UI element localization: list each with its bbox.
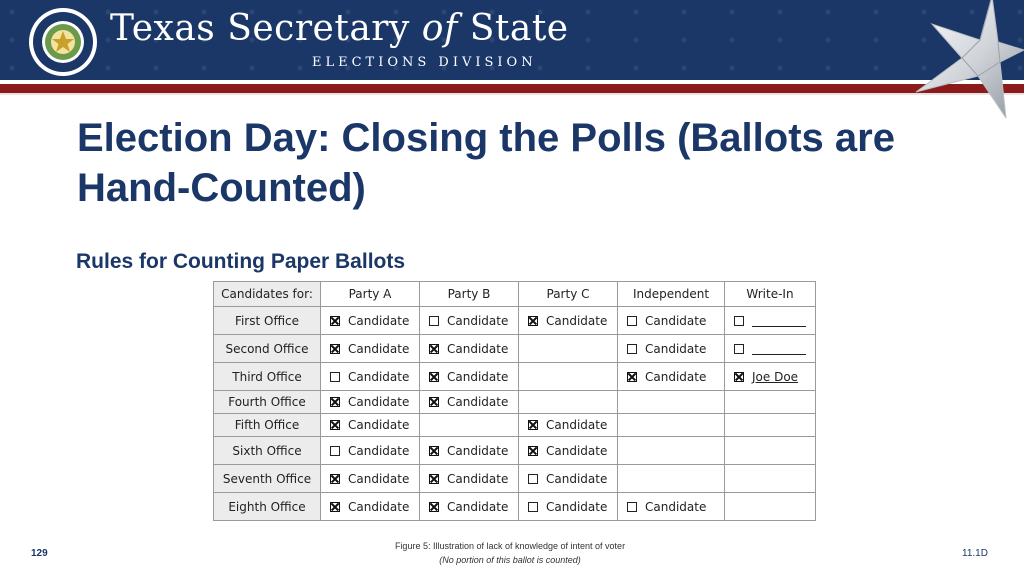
marked-checkbox-icon xyxy=(330,344,340,354)
org-title-part1: Texas Secretary xyxy=(110,8,410,49)
candidate-label: Candidate xyxy=(447,443,509,458)
ballot-cell xyxy=(420,335,519,363)
empty-checkbox-icon xyxy=(734,344,744,354)
office-name: Third Office xyxy=(214,363,321,391)
ballot-cell xyxy=(420,414,519,437)
marked-checkbox-icon xyxy=(528,316,538,326)
ballot-cell xyxy=(321,414,420,437)
ballot-cell xyxy=(321,465,420,493)
candidate-label: Candidate xyxy=(546,418,608,432)
ballot-cell xyxy=(725,335,816,363)
ballot-cell xyxy=(725,493,816,521)
slide-code: 11.1D xyxy=(962,548,988,559)
marked-checkbox-icon xyxy=(330,316,340,326)
ballot-cell xyxy=(519,437,618,465)
candidate-label: Candidate xyxy=(447,395,509,409)
ballot-cell xyxy=(725,307,816,335)
candidate-label: Candidate xyxy=(348,418,410,432)
candidate-label: Candidate xyxy=(546,499,608,514)
candidate-label: Candidate xyxy=(645,313,707,328)
ballot-cell xyxy=(618,493,725,521)
candidate-label: Candidate xyxy=(348,341,410,356)
org-title-part2: State xyxy=(469,8,569,49)
marked-checkbox-icon xyxy=(429,502,439,512)
marked-checkbox-icon xyxy=(429,372,439,382)
ballot-cell xyxy=(420,437,519,465)
ballot-cell xyxy=(519,465,618,493)
candidate-label: Candidate xyxy=(645,499,707,514)
marked-checkbox-icon xyxy=(429,344,439,354)
ballot-row xyxy=(214,363,816,391)
ballot-table xyxy=(213,281,816,521)
ballot-cell xyxy=(618,391,725,414)
ballot-cell xyxy=(321,363,420,391)
column-header: Party A xyxy=(321,282,420,307)
ballot-cell xyxy=(618,307,725,335)
ballot-row xyxy=(214,465,816,493)
marked-checkbox-icon xyxy=(429,397,439,407)
empty-checkbox-icon xyxy=(627,316,637,326)
ballot-cell xyxy=(519,493,618,521)
marked-checkbox-icon xyxy=(429,474,439,484)
ballot-cell xyxy=(725,465,816,493)
ballot-cell xyxy=(321,335,420,363)
candidate-label: Candidate xyxy=(447,471,509,486)
ballot-row xyxy=(214,307,816,335)
office-name: Fifth Office xyxy=(214,414,321,437)
write-in-blank-line xyxy=(752,315,806,327)
figure-caption: Figure 5: Illustration of lack of knowledge of intent of voter xyxy=(394,541,626,551)
ballot-cell xyxy=(725,414,816,437)
candidate-label: Candidate xyxy=(546,313,608,328)
column-header: Party C xyxy=(519,282,618,307)
candidate-label: Candidate xyxy=(447,313,509,328)
candidate-label: Candidate xyxy=(348,395,410,409)
ballot-cell xyxy=(420,363,519,391)
empty-checkbox-icon xyxy=(627,344,637,354)
page-number: 129 xyxy=(31,548,48,559)
marked-checkbox-icon xyxy=(330,397,340,407)
ballot-cell xyxy=(321,437,420,465)
candidate-label: Candidate xyxy=(348,443,410,458)
ballot-cell xyxy=(321,493,420,521)
candidate-label: Candidate xyxy=(447,369,509,384)
ballot-cell xyxy=(519,307,618,335)
ballot-header-row xyxy=(214,282,816,307)
figure-caption-note: (No portion of this ballot is counted) xyxy=(439,555,581,565)
ballot-cell xyxy=(420,307,519,335)
office-name: Second Office xyxy=(214,335,321,363)
ballot-cell xyxy=(321,391,420,414)
ballot-cell xyxy=(618,414,725,437)
candidate-label: Candidate xyxy=(546,443,608,458)
org-title-of: of xyxy=(421,8,458,49)
slide-title: Election Day: Closing the Polls (Ballots are Hand-Counted) xyxy=(77,116,895,210)
ballot-cell xyxy=(725,391,816,414)
ballot-cell xyxy=(618,465,725,493)
marked-checkbox-icon xyxy=(528,420,538,430)
column-header: Write-In xyxy=(725,282,816,307)
office-name: Sixth Office xyxy=(214,437,321,465)
empty-checkbox-icon xyxy=(528,474,538,484)
candidate-label: Candidate xyxy=(348,471,410,486)
ballot-cell xyxy=(519,414,618,437)
silver-star-icon xyxy=(906,0,1024,122)
marked-checkbox-icon xyxy=(330,420,340,430)
empty-checkbox-icon xyxy=(429,316,439,326)
empty-checkbox-icon xyxy=(528,502,538,512)
candidate-label: Candidate xyxy=(447,341,509,356)
marked-checkbox-icon xyxy=(627,372,637,382)
ballot-cell xyxy=(725,437,816,465)
ballot-row xyxy=(214,391,816,414)
office-name: Seventh Office xyxy=(214,465,321,493)
banner-stripe-red xyxy=(0,84,1024,93)
texas-seal-icon xyxy=(28,7,98,77)
banner-stripe-line xyxy=(0,93,1024,95)
ballot-cell xyxy=(725,363,816,391)
ballot-cell xyxy=(321,307,420,335)
candidate-label: Candidate xyxy=(546,471,608,486)
write-in-blank-line xyxy=(752,343,806,355)
ballot-cell xyxy=(519,391,618,414)
ballot-cell xyxy=(420,465,519,493)
ballot-cell xyxy=(420,391,519,414)
empty-checkbox-icon xyxy=(734,316,744,326)
candidate-label: Candidate xyxy=(348,369,410,384)
ballot-cell xyxy=(420,493,519,521)
org-title xyxy=(110,8,569,49)
candidate-label: Candidate xyxy=(348,313,410,328)
ballot-row xyxy=(214,493,816,521)
ballot-cell xyxy=(618,363,725,391)
ballot-row xyxy=(214,414,816,437)
office-name: Fourth Office xyxy=(214,391,321,414)
column-header: Independent xyxy=(618,282,725,307)
ballot-cell xyxy=(618,437,725,465)
column-header: Party B xyxy=(420,282,519,307)
write-in-name: Joe Doe xyxy=(752,369,799,384)
marked-checkbox-icon xyxy=(330,474,340,484)
candidate-label: Candidate xyxy=(348,499,410,514)
column-header: Candidates for: xyxy=(214,282,321,307)
ballot-row xyxy=(214,437,816,465)
office-name: Eighth Office xyxy=(214,493,321,521)
empty-checkbox-icon xyxy=(330,372,340,382)
empty-checkbox-icon xyxy=(627,502,637,512)
ballot-cell xyxy=(519,335,618,363)
empty-checkbox-icon xyxy=(330,446,340,456)
office-name: First Office xyxy=(214,307,321,335)
candidate-label: Candidate xyxy=(645,341,707,356)
marked-checkbox-icon xyxy=(734,372,744,382)
header-banner xyxy=(0,0,1024,80)
section-heading: Rules for Counting Paper Ballots xyxy=(76,250,406,273)
ballot-row xyxy=(214,335,816,363)
ballot-cell xyxy=(618,335,725,363)
marked-checkbox-icon xyxy=(429,446,439,456)
org-subtitle: ELECTIONS DIVISION xyxy=(312,55,537,70)
candidate-label: Candidate xyxy=(447,499,509,514)
marked-checkbox-icon xyxy=(528,446,538,456)
candidate-label: Candidate xyxy=(645,369,707,384)
marked-checkbox-icon xyxy=(330,502,340,512)
ballot-cell xyxy=(519,363,618,391)
